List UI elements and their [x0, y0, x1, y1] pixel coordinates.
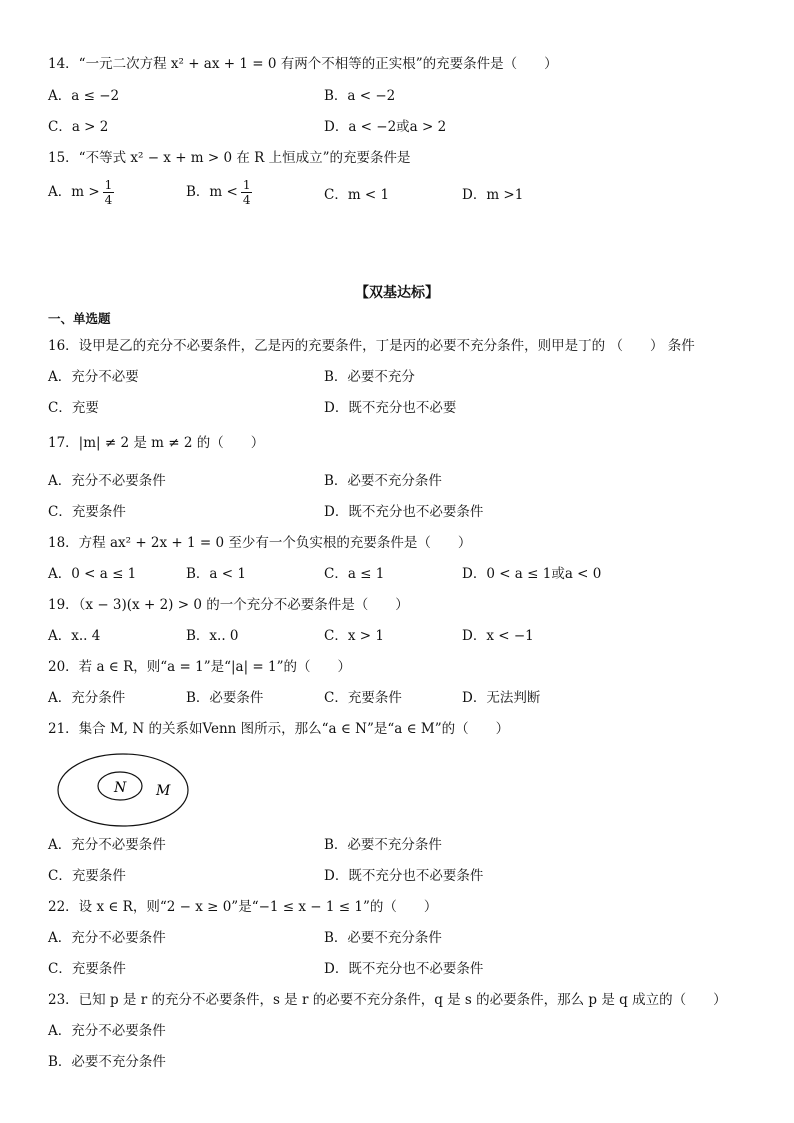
- question-21-option-c: C．充要条件: [48, 868, 126, 884]
- question-15-option-c: C．m < 1: [324, 187, 390, 203]
- question-21-option-b: B．必要不充分条件: [324, 837, 442, 853]
- question-22-option-b: B．必要不充分条件: [324, 930, 442, 946]
- question-18-option-d: D．0 < a ≤ 1或a < 0: [462, 566, 602, 582]
- question-19-option-b: B．x.. 0: [186, 628, 239, 644]
- question-23-stem: 23．已知 p 是 r 的充分不必要条件，s 是 r 的必要不充分条件，q 是 s 的必要条件，那么 p 是 q 成立的（ ）: [48, 992, 727, 1008]
- question-19-option-d: D．x < −1: [462, 628, 534, 644]
- question-14-option-a: A．a ≤ −2: [48, 88, 120, 104]
- question-15-option-d: D．m >1: [462, 187, 524, 203]
- option-a-label: A．m >: [48, 184, 100, 200]
- question-14-stem: 14．“一元二次方程 x² + ax + 1 = 0 有两个不相等的正实根”的充要条件是（ ）: [48, 56, 558, 72]
- question-21-option-d: D．既不充分也不必要条件: [324, 868, 484, 884]
- question-17-option-a: A．充分不必要条件: [48, 473, 166, 489]
- question-14-option-c: C．a > 2: [48, 119, 109, 135]
- question-20-option-d: D．无法判断: [462, 690, 541, 706]
- question-23-option-a: A．充分不必要条件: [48, 1023, 166, 1039]
- question-22-option-d: D．既不充分也不必要条件: [324, 961, 484, 977]
- question-18-stem: 18．方程 ax² + 2x + 1 = 0 至少有一个负实根的充要条件是（ ）: [48, 535, 472, 551]
- question-21-stem: 21．集合 M, N 的关系如Venn 图所示，那么“a ∈ N”是“a ∈ M”的（ ）: [48, 721, 510, 737]
- question-17-option-c: C．充要条件: [48, 504, 126, 520]
- question-22-option-c: C．充要条件: [48, 961, 126, 977]
- question-16-option-d: D．既不充分也不必要: [324, 400, 457, 416]
- question-15-option-b: [186, 178, 252, 207]
- section-title: 【双基达标】: [355, 285, 439, 301]
- question-17-option-b: B．必要不充分条件: [324, 473, 442, 489]
- question-19-option-a: A．x.. 4: [48, 628, 101, 644]
- question-19-stem: 19．（x − 3)(x + 2) > 0 的一个充分不必要条件是（ ）: [48, 597, 409, 613]
- question-18-option-b: B．a < 1: [186, 566, 246, 582]
- question-19-option-c: C．x > 1: [324, 628, 384, 644]
- question-21-option-a: A．充分不必要条件: [48, 837, 166, 853]
- question-15-stem: 15．“不等式 x² − x + m > 0 在 R 上恒成立”的充要条件是: [48, 150, 411, 166]
- venn-diagram: [56, 752, 191, 828]
- question-18-option-a: A．0 < a ≤ 1: [48, 566, 137, 582]
- question-16-stem: 16．设甲是乙的充分不必要条件，乙是丙的充要条件，丁是丙的必要不充分条件，则甲是丁的 （ ） 条件: [48, 338, 695, 354]
- fraction-one-quarter: $\frac{1}{4}$: [242, 178, 251, 207]
- question-20-option-b: B．必要条件: [186, 690, 264, 706]
- venn-label-n: N: [114, 780, 127, 796]
- question-18-option-c: C．a ≤ 1: [324, 566, 385, 582]
- question-20-option-a: A．充分条件: [48, 690, 126, 706]
- question-20-stem: 20．若 a ∈ R，则“a = 1”是“|a| = 1”的（ ）: [48, 659, 352, 675]
- section-subtitle: 一、单选题: [48, 311, 111, 326]
- venn-label-m: M: [156, 783, 171, 799]
- question-23-option-b: B．必要不充分条件: [48, 1054, 166, 1070]
- question-16-option-b: B．必要不充分: [324, 369, 415, 385]
- question-16-option-c: C．充要: [48, 400, 99, 416]
- question-17-option-d: D．既不充分也不必要条件: [324, 504, 484, 520]
- question-14-option-b: B．a < −2: [324, 88, 396, 104]
- question-20-option-c: C．充要条件: [324, 690, 402, 706]
- question-22-option-a: A．充分不必要条件: [48, 930, 166, 946]
- question-22-stem: 22．设 x ∈ R，则“2 − x ≥ 0”是“−1 ≤ x − 1 ≤ 1”的（ ）: [48, 899, 438, 915]
- option-b-label: B．m <: [186, 184, 238, 200]
- question-16-option-a: A．充分不必要: [48, 369, 139, 385]
- fraction-one-quarter: $\frac{1}{4}$: [104, 178, 113, 207]
- question-17-stem: 17．|m| ≠ 2 是 m ≠ 2 的（ ）: [48, 435, 265, 451]
- question-14-option-d: D．a < −2或a > 2: [324, 119, 447, 135]
- question-15-option-a: [48, 178, 114, 207]
